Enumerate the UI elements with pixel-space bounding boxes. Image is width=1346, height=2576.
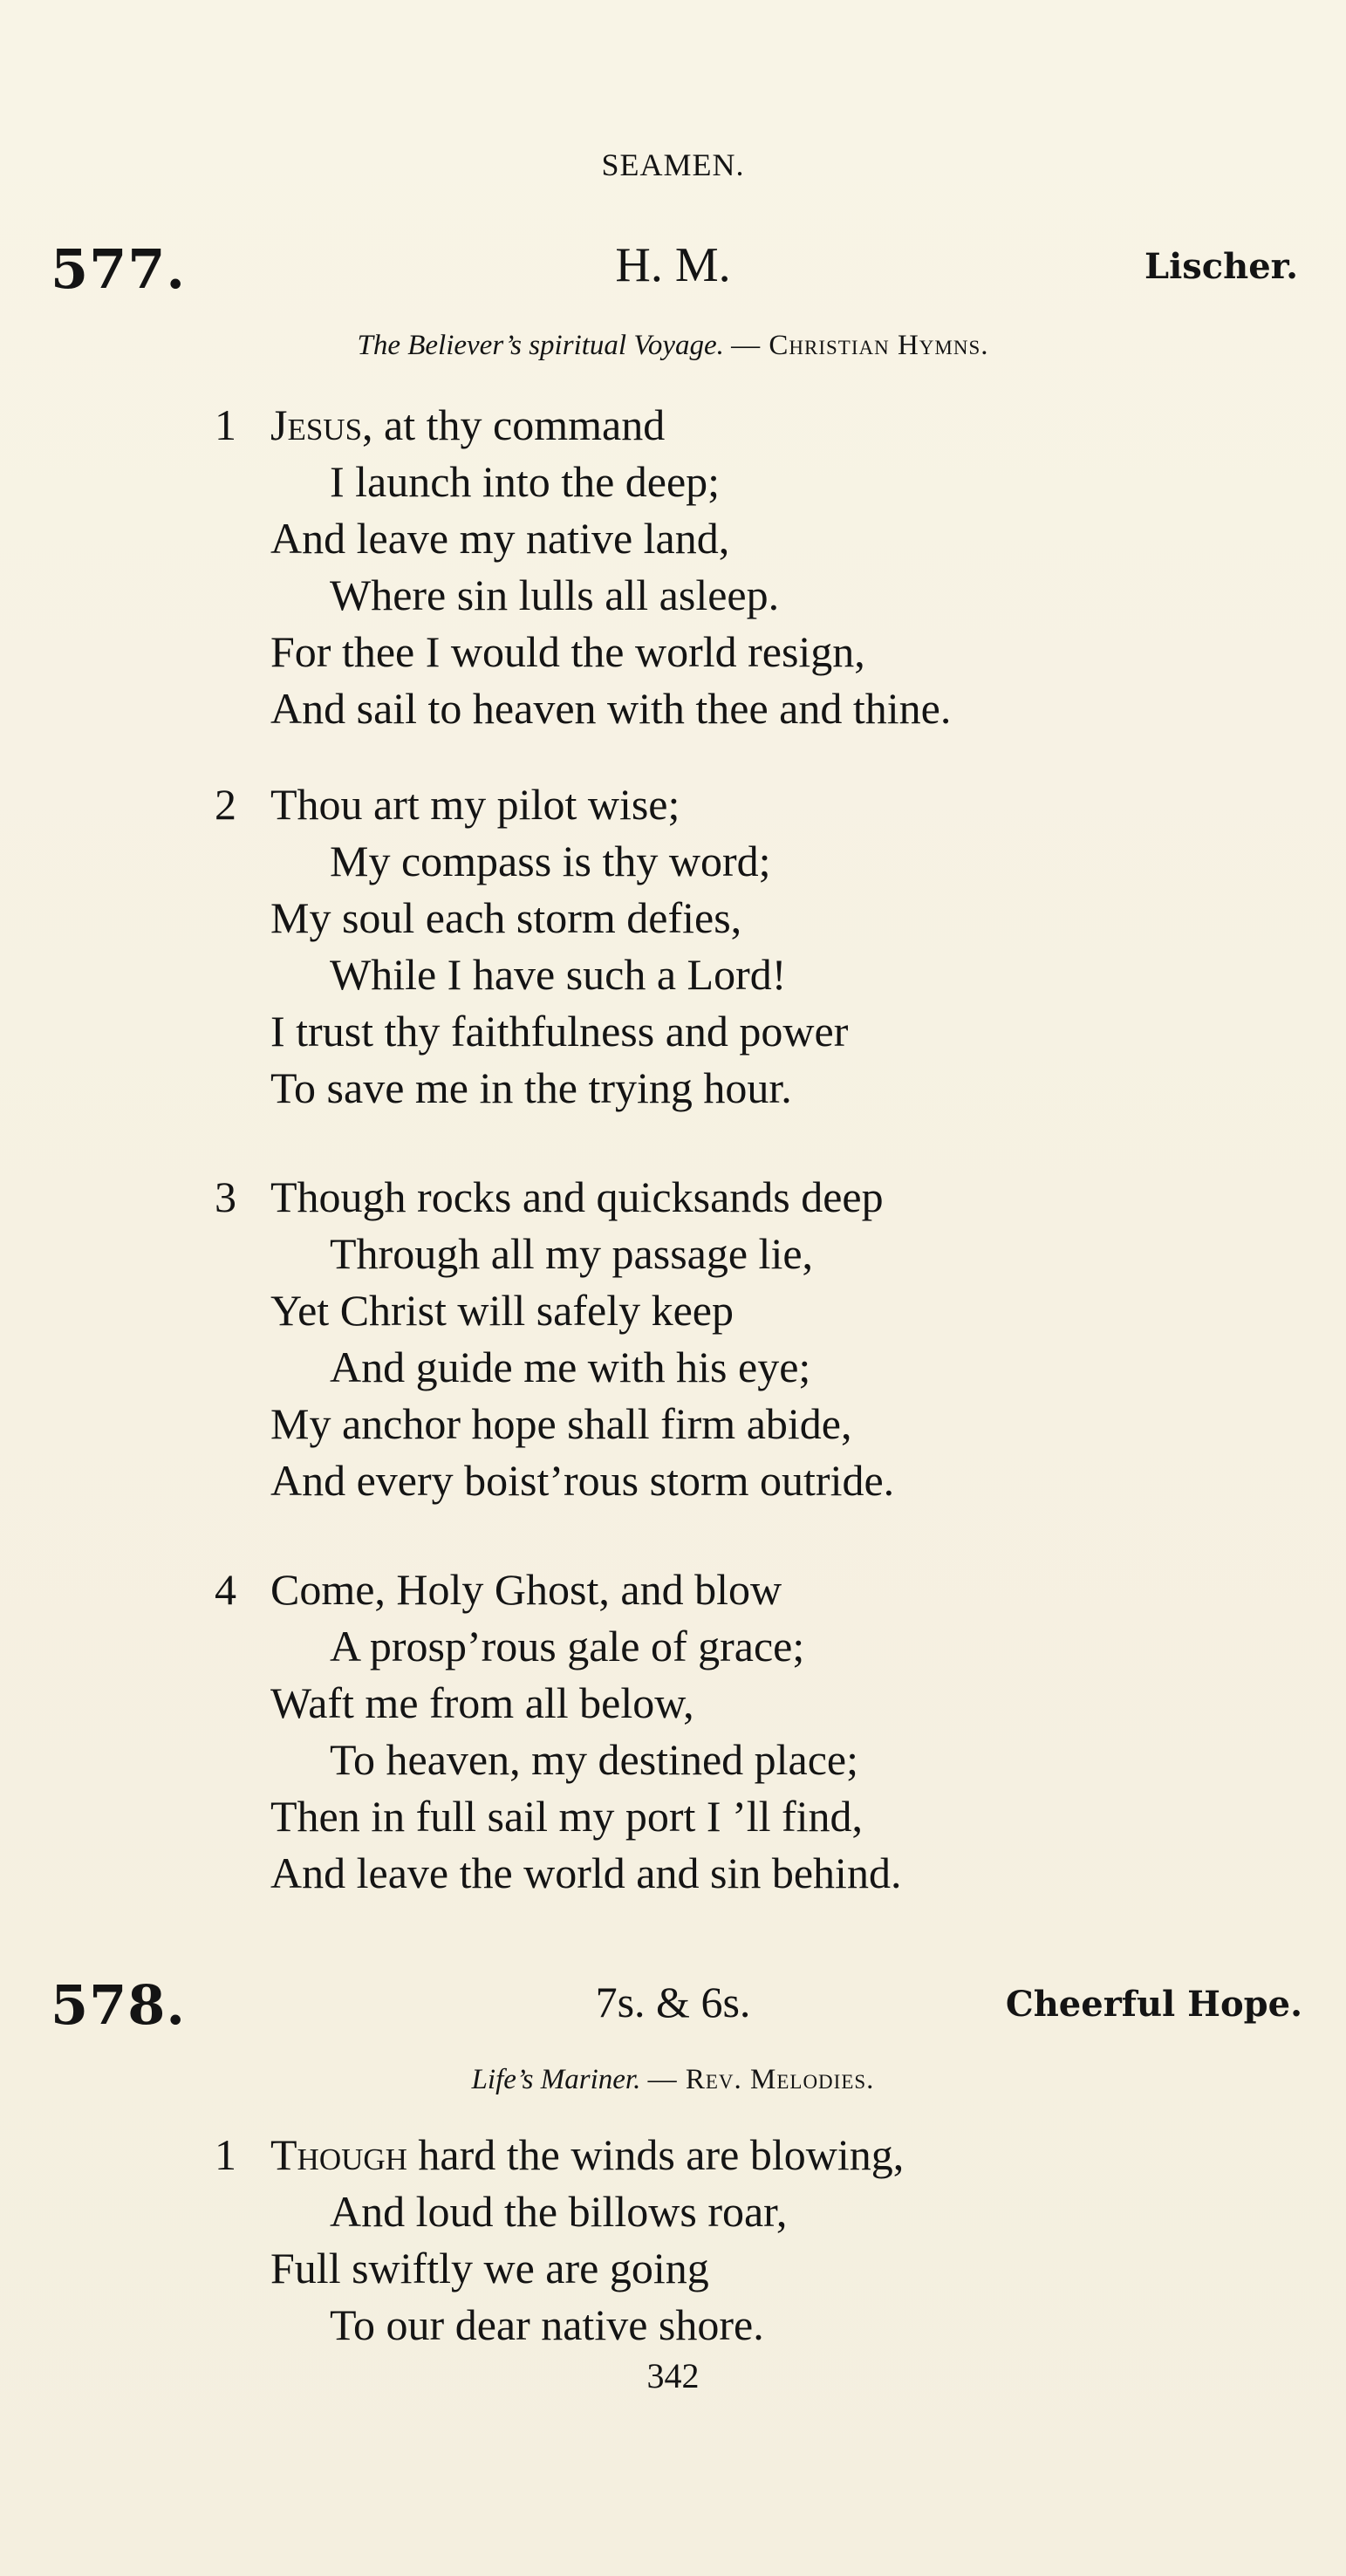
stanza-number: 3 <box>215 1172 236 1221</box>
verse-line: Then in full sail my port I ’ll find, <box>270 1792 864 1841</box>
verse-line: Though hard the winds are blowing, <box>270 2130 905 2179</box>
verse-line: Waft me from all below, <box>270 1678 694 1727</box>
hymn-meter: 7s. & 6s. <box>595 1978 751 2026</box>
verse-line: Where sin lulls all asleep. <box>330 571 780 619</box>
verse-line: Thou art my pilot wise; <box>270 780 680 829</box>
verse-line: Jesus, at thy command <box>270 400 666 449</box>
verse-line: And sail to heaven with thee and thine. <box>270 684 952 733</box>
hymn-578-subtitle <box>0 2064 1346 2096</box>
hymn-578-header <box>0 1973 1346 2037</box>
stanza-number: 1 <box>215 2130 236 2179</box>
hymn-source: — Christian Hymns. <box>731 330 989 361</box>
hymn-title: The Believer’s spiritual Voyage. <box>357 330 724 361</box>
page-number: 342 <box>646 2356 700 2395</box>
stanza-number: 4 <box>215 1565 236 1614</box>
stanza-number: 1 <box>215 400 236 449</box>
hymn-number: 577. <box>51 237 187 301</box>
verse-line: To our dear native shore. <box>330 2300 764 2349</box>
verse-line: And leave my native land, <box>270 514 730 563</box>
verse-line: Yet Christ will safely keep <box>270 1286 734 1335</box>
verse-line: And every boist’rous storm outride. <box>270 1456 895 1505</box>
verse-line: Through all my passage lie, <box>330 1229 814 1278</box>
verse-line: And guide me with his eye; <box>330 1343 811 1391</box>
tune-name: Cheerful Hope. <box>1005 1984 1302 2025</box>
verse-line: Though rocks and quicksands deep <box>270 1172 884 1221</box>
verse-line: Full swiftly we are going <box>270 2244 709 2292</box>
stanza-number: 2 <box>215 780 236 829</box>
verse-line: For thee I would the world resign, <box>270 627 865 676</box>
verse-line: To save me in the trying hour. <box>270 1063 792 1112</box>
verse-line: My soul each storm defies, <box>270 893 742 942</box>
verse-line: A prosp’rous gale of grace; <box>330 1622 805 1671</box>
verse-line: I trust thy faithfulness and power <box>270 1007 849 1056</box>
hymn-meter: H. M. <box>615 238 731 292</box>
running-head: SEAMEN. <box>601 147 745 182</box>
verse-line: My anchor hope shall firm abide, <box>270 1399 852 1448</box>
verse-line: My compass is thy word; <box>330 837 771 885</box>
tune-name: Lischer. <box>1144 246 1298 287</box>
verse-line: To heaven, my destined place; <box>330 1735 859 1784</box>
verse-line: While I have such a Lord! <box>330 950 787 999</box>
verse-line: And leave the world and sin behind. <box>270 1848 902 1897</box>
hymn-577-header <box>0 237 1346 301</box>
verse-line: Come, Holy Ghost, and blow <box>270 1565 782 1614</box>
hymn-577-subtitle <box>0 330 1346 362</box>
verse-line: And loud the billows roar, <box>330 2187 788 2236</box>
hymn-number: 578. <box>51 1973 187 2037</box>
hymn-title: Life’s Mariner. <box>471 2064 641 2095</box>
hymn-source: — Rev. Melodies. <box>647 2064 875 2095</box>
verse-line: I launch into the deep; <box>330 457 721 506</box>
